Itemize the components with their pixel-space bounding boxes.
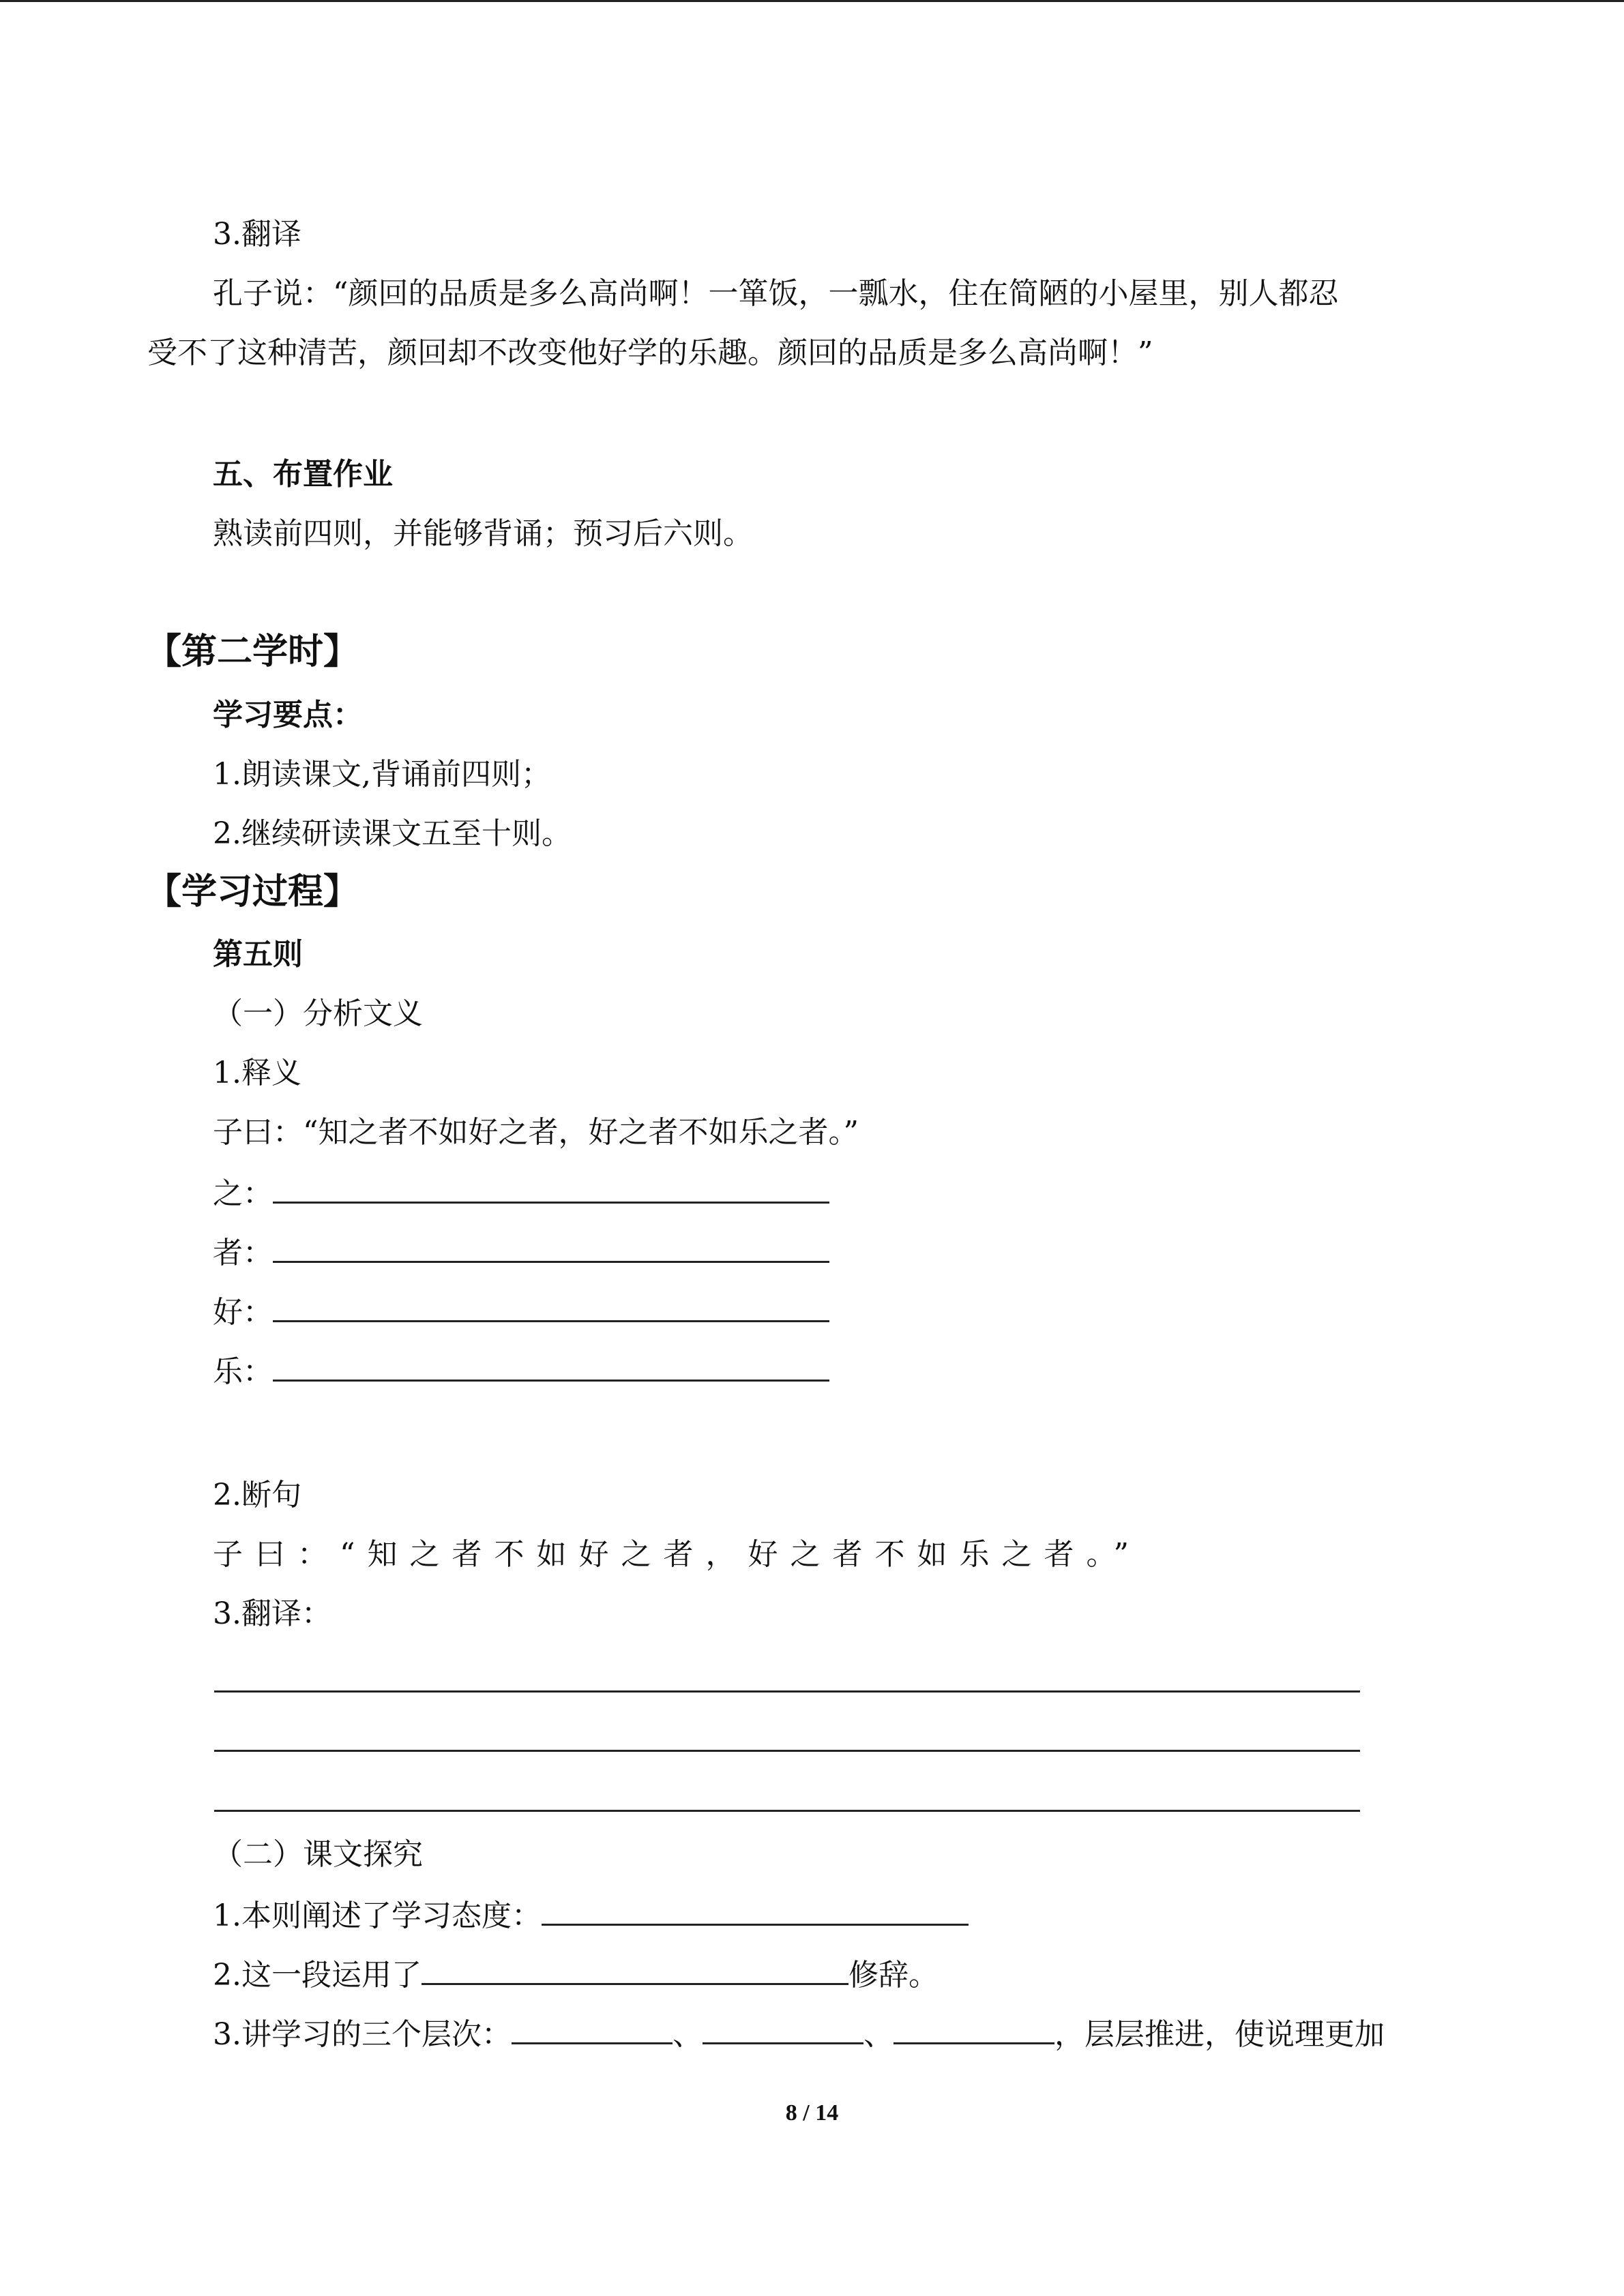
study-point-2: 2.继续研读课文五至十则。 bbox=[213, 816, 572, 851]
translation-heading: 3.翻译 bbox=[213, 217, 301, 252]
question-2-prefix: 2.这一段运用了 bbox=[213, 1958, 422, 1993]
translate-answer-line-3[interactable] bbox=[214, 1810, 1360, 1812]
explain-item-label: 之： bbox=[213, 1176, 273, 1211]
answer-blank[interactable] bbox=[422, 1953, 848, 1985]
answer-blank[interactable] bbox=[512, 2012, 673, 2044]
question-3 bbox=[213, 2012, 1385, 2055]
answer-blank[interactable] bbox=[273, 1290, 829, 1322]
answer-blank[interactable] bbox=[703, 2012, 863, 2044]
answer-blank[interactable] bbox=[273, 1172, 829, 1204]
study-point-1: 1.朗读课文,背诵前四则； bbox=[213, 757, 551, 792]
punctuate-quote: 子曰：“知之者不如好之者，好之者不如乐之者。” bbox=[213, 1537, 1141, 1572]
answer-blank[interactable] bbox=[542, 1894, 969, 1926]
question-1-text: 1.本则阐述了学习态度： bbox=[213, 1898, 542, 1933]
translation-line-1: 孔子说：“颜回的品质是多么高尚啊！一箪饭，一瓢水，住在简陋的小屋里，别人都忍 bbox=[213, 276, 1339, 311]
explain-heading: 1.释义 bbox=[213, 1056, 301, 1090]
explain-item-zhi bbox=[213, 1172, 829, 1214]
part2-heading: （二）课文探究 bbox=[213, 1837, 423, 1872]
translation-line-2: 受不了这种清苦，颜回却不改变他好学的乐趣。颜回的品质是多么高尚啊！” bbox=[147, 336, 1153, 370]
separator: 、 bbox=[863, 2017, 894, 2052]
part1-heading: （一）分析文义 bbox=[213, 996, 423, 1031]
explain-item-hao bbox=[213, 1290, 829, 1333]
homework-text: 熟读前四则，并能够背诵；预习后六则。 bbox=[213, 516, 753, 551]
answer-blank[interactable] bbox=[273, 1350, 829, 1382]
study-points-heading: 学习要点： bbox=[213, 698, 363, 732]
separator: 、 bbox=[672, 2017, 703, 2052]
explain-item-label: 好： bbox=[213, 1295, 273, 1330]
answer-blank[interactable] bbox=[273, 1231, 829, 1263]
explain-item-zhe bbox=[213, 1231, 829, 1274]
question-3-prefix: 3.讲学习的三个层次： bbox=[213, 2017, 512, 2052]
process-heading: 【学习过程】 bbox=[146, 871, 359, 912]
translate-answer-line-1[interactable] bbox=[214, 1690, 1360, 1693]
explain-quote: 子曰：“知之者不如好之者，好之者不如乐之者。” bbox=[213, 1115, 859, 1150]
answer-blank[interactable] bbox=[894, 2012, 1054, 2044]
explain-item-label: 乐： bbox=[213, 1354, 273, 1389]
explain-item-le bbox=[213, 1350, 829, 1392]
punctuate-heading: 2.断句 bbox=[213, 1478, 301, 1512]
page-number: 8 / 14 bbox=[785, 2100, 839, 2126]
translate-answer-line-2[interactable] bbox=[214, 1750, 1360, 1752]
item-title: 第五则 bbox=[213, 937, 303, 972]
top-border bbox=[0, 0, 1624, 2]
translate-heading: 3.翻译： bbox=[213, 1596, 331, 1631]
question-2 bbox=[213, 1953, 939, 1996]
question-1 bbox=[213, 1894, 969, 1937]
homework-heading: 五、布置作业 bbox=[213, 457, 393, 492]
question-3-suffix: ，层层推进，使说理更加 bbox=[1054, 2017, 1385, 2052]
question-2-suffix: 修辞。 bbox=[848, 1958, 939, 1993]
explain-item-label: 者： bbox=[213, 1236, 273, 1270]
second-lesson-heading: 【第二学时】 bbox=[146, 631, 359, 672]
